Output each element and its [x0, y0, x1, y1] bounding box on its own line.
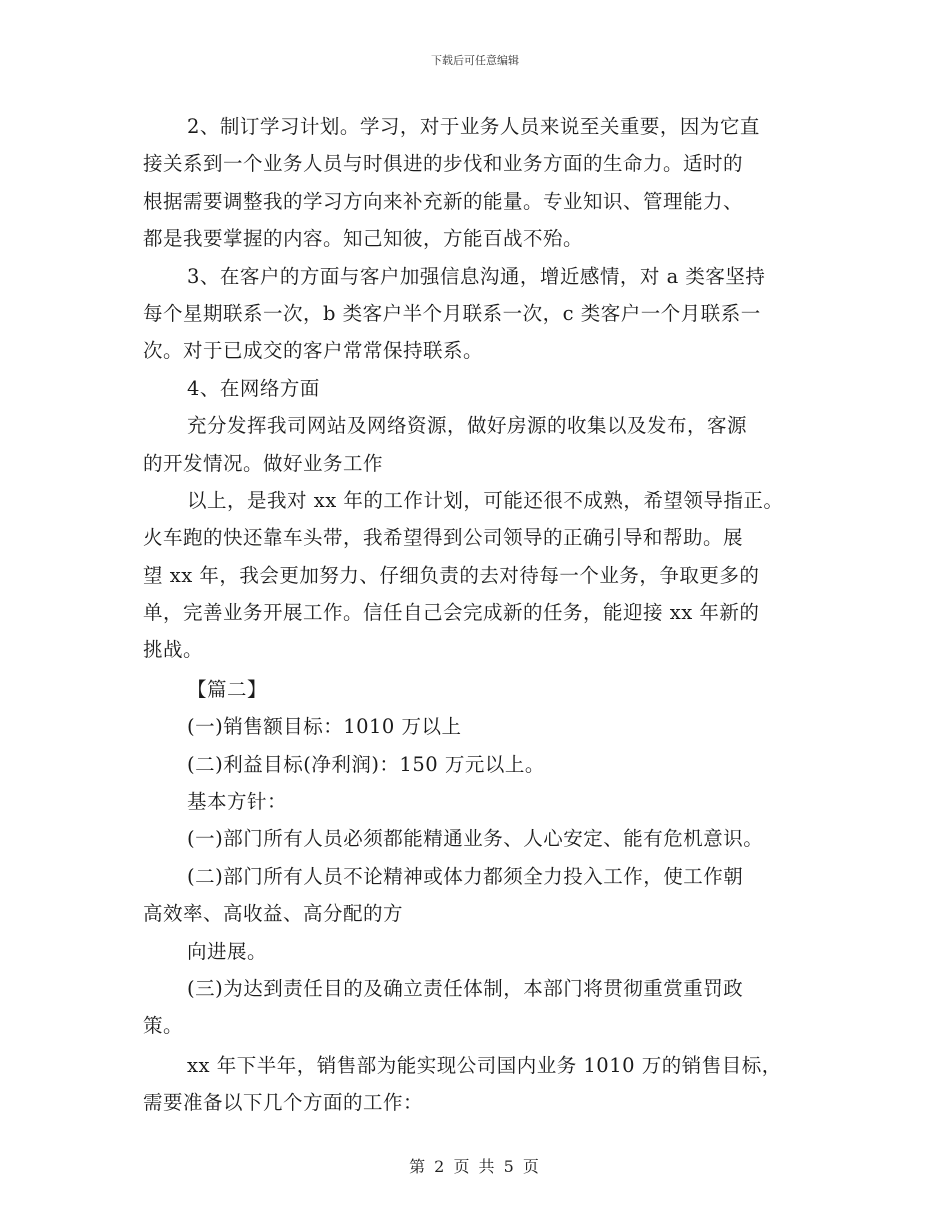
- paragraph-line: 需要准备以下几个方面的工作：: [143, 1091, 424, 1115]
- paragraph-line: 每个星期联系一次，b 类客户半个月联系一次，c 类客户一个月联系一: [143, 301, 761, 325]
- section-title: 【篇二】: [187, 677, 268, 701]
- paragraph-line: 望 xx 年，我会更加努力、仔细负责的去对待每一个业务，争取更多的: [143, 563, 760, 587]
- policy-line: (三)为达到责任目的及确立责任体制，本部门将贯彻重赏重罚政: [187, 976, 744, 1000]
- section-heading: 基本方针：: [187, 790, 288, 814]
- paragraph-line: 次。对于已成交的客户常常保持联系。: [143, 339, 484, 363]
- document-body: [143, 108, 823, 1122]
- policy-line: 向进展。: [187, 939, 268, 963]
- paragraph-line: 根据需要调整我的学习方向来补充新的能量。专业知识、管理能力、: [143, 189, 744, 213]
- paragraph-line: 挑战。: [143, 638, 204, 662]
- paragraph-line: 火车跑的快还靠车头带，我希望得到公司领导的正确引导和帮助。展: [143, 526, 744, 550]
- goal-line: (一)销售额目标：1010 万以上: [187, 715, 462, 739]
- policy-line: (一)部门所有人员必须都能精通业务、人心安定、能有危机意识。: [187, 827, 764, 851]
- paragraph-line: 2、制订学习计划。学习，对于业务人员来说至关重要，因为它直: [187, 115, 760, 138]
- paragraph-line: 的开发情况。做好业务工作: [143, 451, 384, 475]
- page-number-footer: 第 2 页 共 5 页: [409, 1157, 541, 1176]
- paragraph-line: 以上，是我对 xx 年的工作计划，可能还很不成熟，希望领导指正。: [187, 488, 784, 512]
- section-heading: 4、在网络方面: [187, 376, 320, 400]
- page-header-note: 下载后可任意编辑: [431, 54, 519, 67]
- paragraph-line: 3、在客户的方面与客户加强信息沟通，增近感情，对 a 类客坚持: [187, 264, 766, 288]
- paragraph-line: 接关系到一个业务人员与时俱进的步伐和业务方面的生命力。适时的: [143, 152, 744, 176]
- paragraph-line: 单，完善业务开展工作。信任自己会完成新的任务，能迎接 xx 年新的: [143, 601, 760, 625]
- paragraph-line: 充分发挥我司网站及网络资源，做好房源的收集以及发布，客源: [187, 414, 748, 438]
- policy-line: 策。: [143, 1014, 184, 1038]
- paragraph-line: 都是我要掌握的内容。知己知彼，方能百战不殆。: [143, 227, 584, 251]
- policy-line: 高效率、高收益、高分配的方: [143, 902, 404, 926]
- policy-line: (二)部门所有人员不论精神或体力都须全力投入工作，使工作朝: [187, 864, 744, 888]
- paragraph-line: xx 年下半年，销售部为能实现公司国内业务 1010 万的销售目标，: [187, 1053, 782, 1077]
- goal-line: (二)利益目标(净利润)：150 万元以上。: [187, 752, 545, 776]
